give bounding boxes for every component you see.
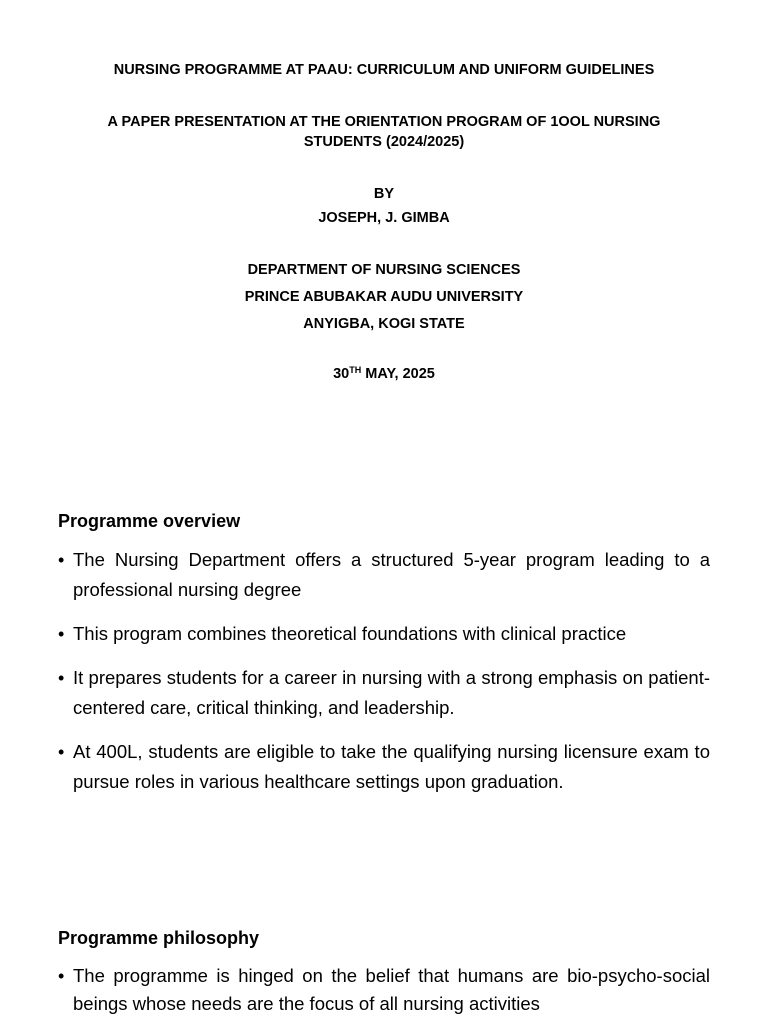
overview-list	[58, 545, 710, 797]
list-item-text: At 400L, students are eligible to take the qualifying nursing licensure exam to pursue roles in various healthcare settings upon graduation.	[73, 741, 710, 792]
by-label: BY	[373, 186, 395, 202]
list-item	[58, 545, 710, 605]
overview-section	[58, 509, 710, 811]
author-name: JOSEPH, J. GIMBA	[318, 210, 450, 226]
bullet-icon: •	[58, 668, 65, 688]
list-item-text: The programme is hinged on the belief that humans are bio-psycho-social beings whose needs are the focus of all nursing activities	[73, 965, 710, 1014]
date-suffix: TH	[349, 365, 362, 375]
cover-block	[90, 60, 678, 384]
philosophy-heading: Programme philosophy	[58, 928, 260, 948]
presentation-date	[90, 364, 678, 384]
list-item-text: The Nursing Department offers a structured 5-year program leading to a professional nursing degree	[73, 549, 710, 600]
date-day: 30	[333, 366, 350, 382]
document-title: NURSING PROGRAMME AT PAAU: CURRICULUM AND UNIFORM GUIDELINES	[113, 62, 655, 78]
location: ANYIGBA, KOGI STATE	[303, 316, 465, 332]
philosophy-list	[58, 962, 710, 1018]
date-rest: MAY, 2025	[361, 366, 435, 382]
bullet-icon: •	[58, 624, 65, 644]
overview-heading: Programme overview	[58, 511, 241, 531]
university-name: PRINCE ABUBAKAR AUDU UNIVERSITY	[244, 289, 524, 305]
bullet-icon: •	[58, 742, 65, 762]
list-item-text: This program combines theoretical foundations with clinical practice	[73, 623, 627, 644]
list-item-text: It prepares students for a career in nursing with a strong emphasis on patient-centered care, critical thinking, and leadership.	[73, 667, 710, 718]
list-item	[58, 619, 710, 649]
list-item	[58, 962, 710, 1018]
bullet-icon: •	[58, 550, 65, 570]
list-item	[58, 737, 710, 797]
bullet-icon: •	[58, 966, 65, 986]
list-item	[58, 663, 710, 723]
philosophy-section	[58, 926, 710, 1032]
department-name: DEPARTMENT OF NURSING SCIENCES	[247, 262, 521, 278]
presentation-subtitle: A PAPER PRESENTATION AT THE ORIENTATION PROGRAM OF 1OOL NURSING STUDENTS (2024/2025)	[107, 114, 661, 150]
